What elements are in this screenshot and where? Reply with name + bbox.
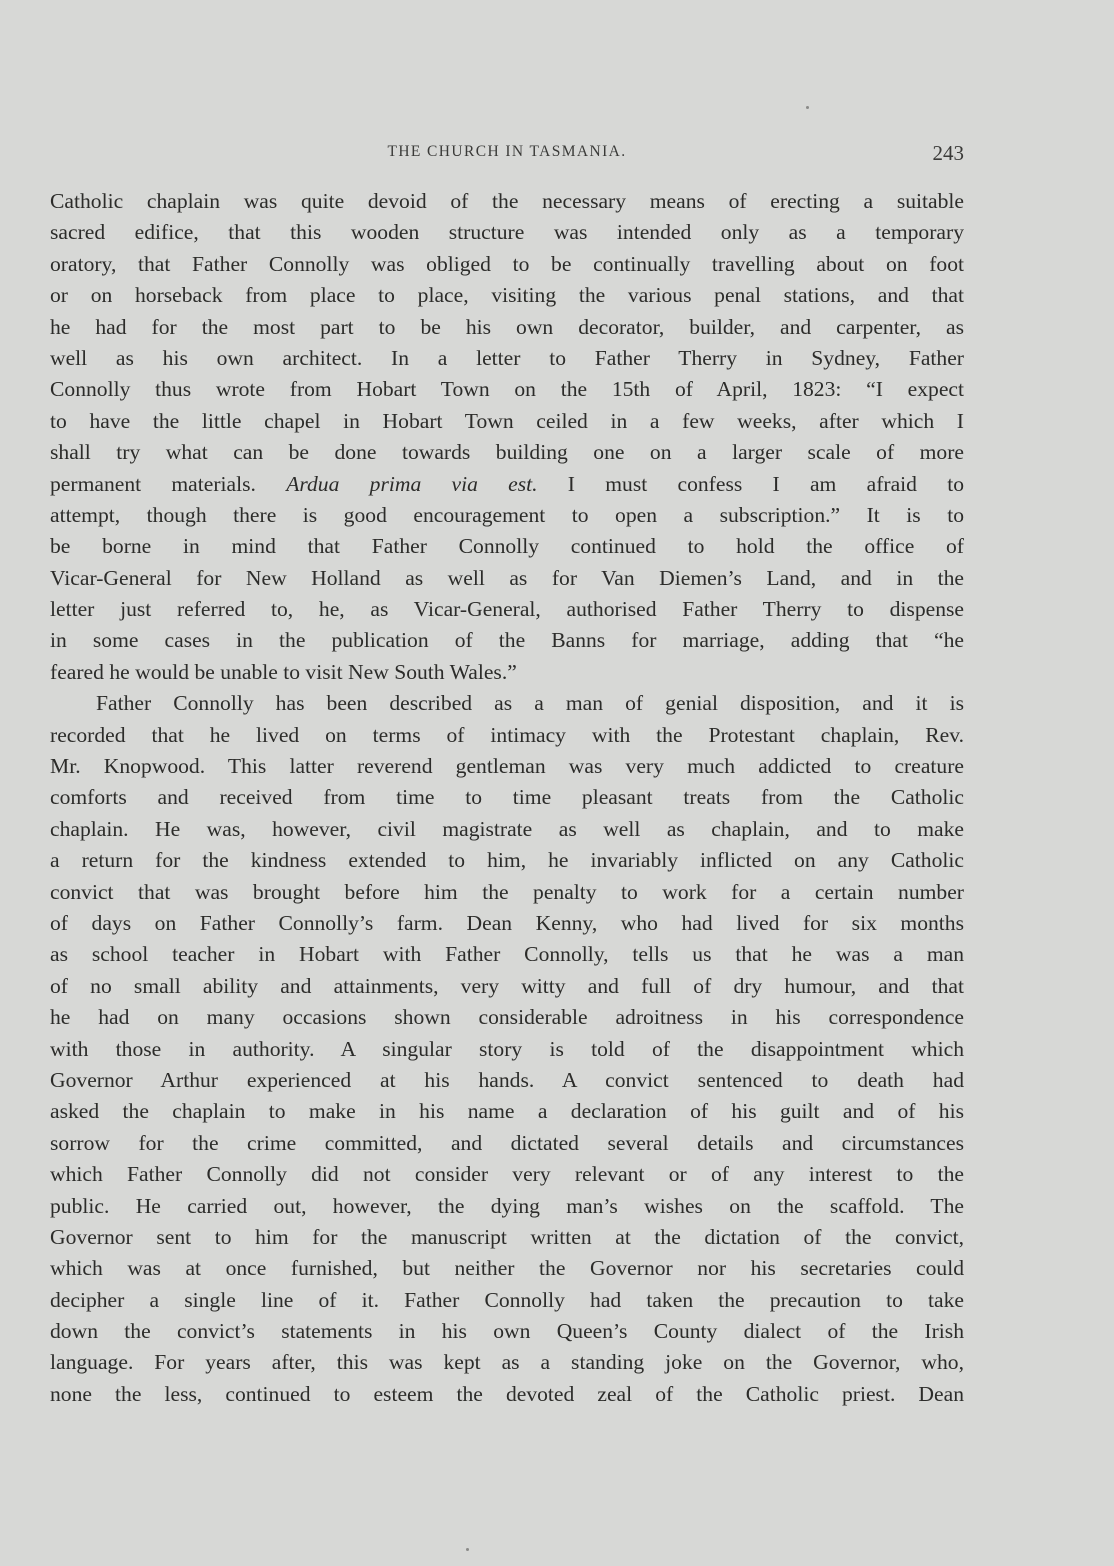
paragraph-end-line: feared he would be unable to visit New South Wales.”: [50, 659, 517, 684]
text-line: Governor sent to him for the manuscript written at the dictation of the convict,: [50, 1224, 964, 1249]
text-line: Governor Arthur experienced at his hands. A convict sentenced to death had: [50, 1067, 964, 1092]
text-line: in some cases in the publication of the Banns for marriage, adding that “he: [50, 628, 964, 653]
text-line: shall try what can be done towards building one on a larger scale of more: [50, 440, 964, 465]
text-line: sacred edifice, that this wooden structure was intended only as a temporary: [50, 220, 964, 245]
body-text: [50, 186, 964, 1410]
text-line: permanent materials. Ardua prima via est. I must confess I am afraid to: [50, 471, 964, 496]
text-line: Catholic chaplain was quite devoid of the necessary means of erecting a suitable: [50, 189, 964, 213]
text-line: Vicar-General for New Holland as well as for Van Diemen’s Land, and in the: [50, 565, 964, 590]
text-line: decipher a single line of it. Father Connolly had taken the precaution to take: [50, 1287, 964, 1312]
text-line: down the convict’s statements in his own Queen’s County dialect of the Irish: [50, 1319, 964, 1344]
text-line: as school teacher in Hobart with Father Connolly, tells us that he was a man: [50, 942, 964, 967]
text-line: comforts and received from time to time pleasant treats from the Catholic: [50, 785, 964, 810]
text-line: recorded that he lived on terms of intimacy with the Protestant chaplain, Rev.: [50, 722, 964, 747]
text-line: which Father Connolly did not consider very relevant or of any interest to the: [50, 1162, 964, 1187]
paper-speck: [466, 1548, 469, 1551]
text-line: sorrow for the crime committed, and dictated several details and circumstances: [50, 1130, 964, 1155]
running-title: THE CHURCH IN TASMANIA.: [387, 143, 627, 160]
page-number: 243: [932, 141, 964, 165]
text-line: none the less, continued to esteem the devoted zeal of the Catholic priest. Dean: [50, 1381, 964, 1406]
text-line: be borne in mind that Father Connolly continued to hold the office of: [50, 534, 964, 559]
text-line: to have the little chapel in Hobart Town ceiled in a few weeks, after which I: [50, 408, 964, 433]
text-line: oratory, that Father Connolly was obliged to be continually travelling about on foot: [50, 251, 964, 276]
text-line: or on horseback from place to place, visiting the various penal stations, and that: [50, 283, 964, 308]
text-line: convict that was brought before him the penalty to work for a certain number: [50, 879, 964, 904]
text-line: well as his own architect. In a letter to Father Therry in Sydney, Father: [50, 345, 964, 370]
running-header: [50, 143, 964, 167]
paragraph-start-line: Father Connolly has been described as a man of genial disposition, and it is: [96, 691, 964, 716]
text-line: he had on many occasions shown considerable adroitness in his correspondence: [50, 1005, 964, 1030]
text-line: with those in authority. A singular story is told of the disappointment which: [50, 1036, 964, 1061]
text-line: Connolly thus wrote from Hobart Town on the 15th of April, 1823: “I expect: [50, 377, 964, 402]
latin-phrase: Ardua prima via est.: [286, 471, 538, 496]
paper-speck: [806, 106, 809, 109]
text-line: he had for the most part to be his own decorator, builder, and carpenter, as: [50, 314, 964, 339]
text-line: a return for the kindness extended to him, he invariably inflicted on any Catholic: [50, 848, 964, 873]
text-line: letter just referred to, he, as Vicar-General, authorised Father Therry to dispense: [50, 597, 964, 622]
text-line: public. He carried out, however, the dying man’s wishes on the scaffold. The: [50, 1193, 964, 1218]
text-line: attempt, though there is good encouragement to open a subscription.” It is to: [50, 502, 964, 527]
text-line: Mr. Knopwood. This latter reverend gentleman was very much addicted to creature: [50, 754, 964, 779]
text-line: asked the chaplain to make in his name a declaration of his guilt and of his: [50, 1099, 964, 1124]
text-line: of days on Father Connolly’s farm. Dean Kenny, who had lived for six months: [50, 910, 964, 935]
text-line: language. For years after, this was kept as a standing joke on the Governor, who,: [50, 1350, 964, 1375]
text-line: of no small ability and attainments, very witty and full of dry humour, and that: [50, 973, 964, 998]
text-line: which was at once furnished, but neither the Governor nor his secretaries could: [50, 1256, 964, 1281]
text-line: chaplain. He was, however, civil magistrate as well as chaplain, and to make: [50, 816, 964, 841]
